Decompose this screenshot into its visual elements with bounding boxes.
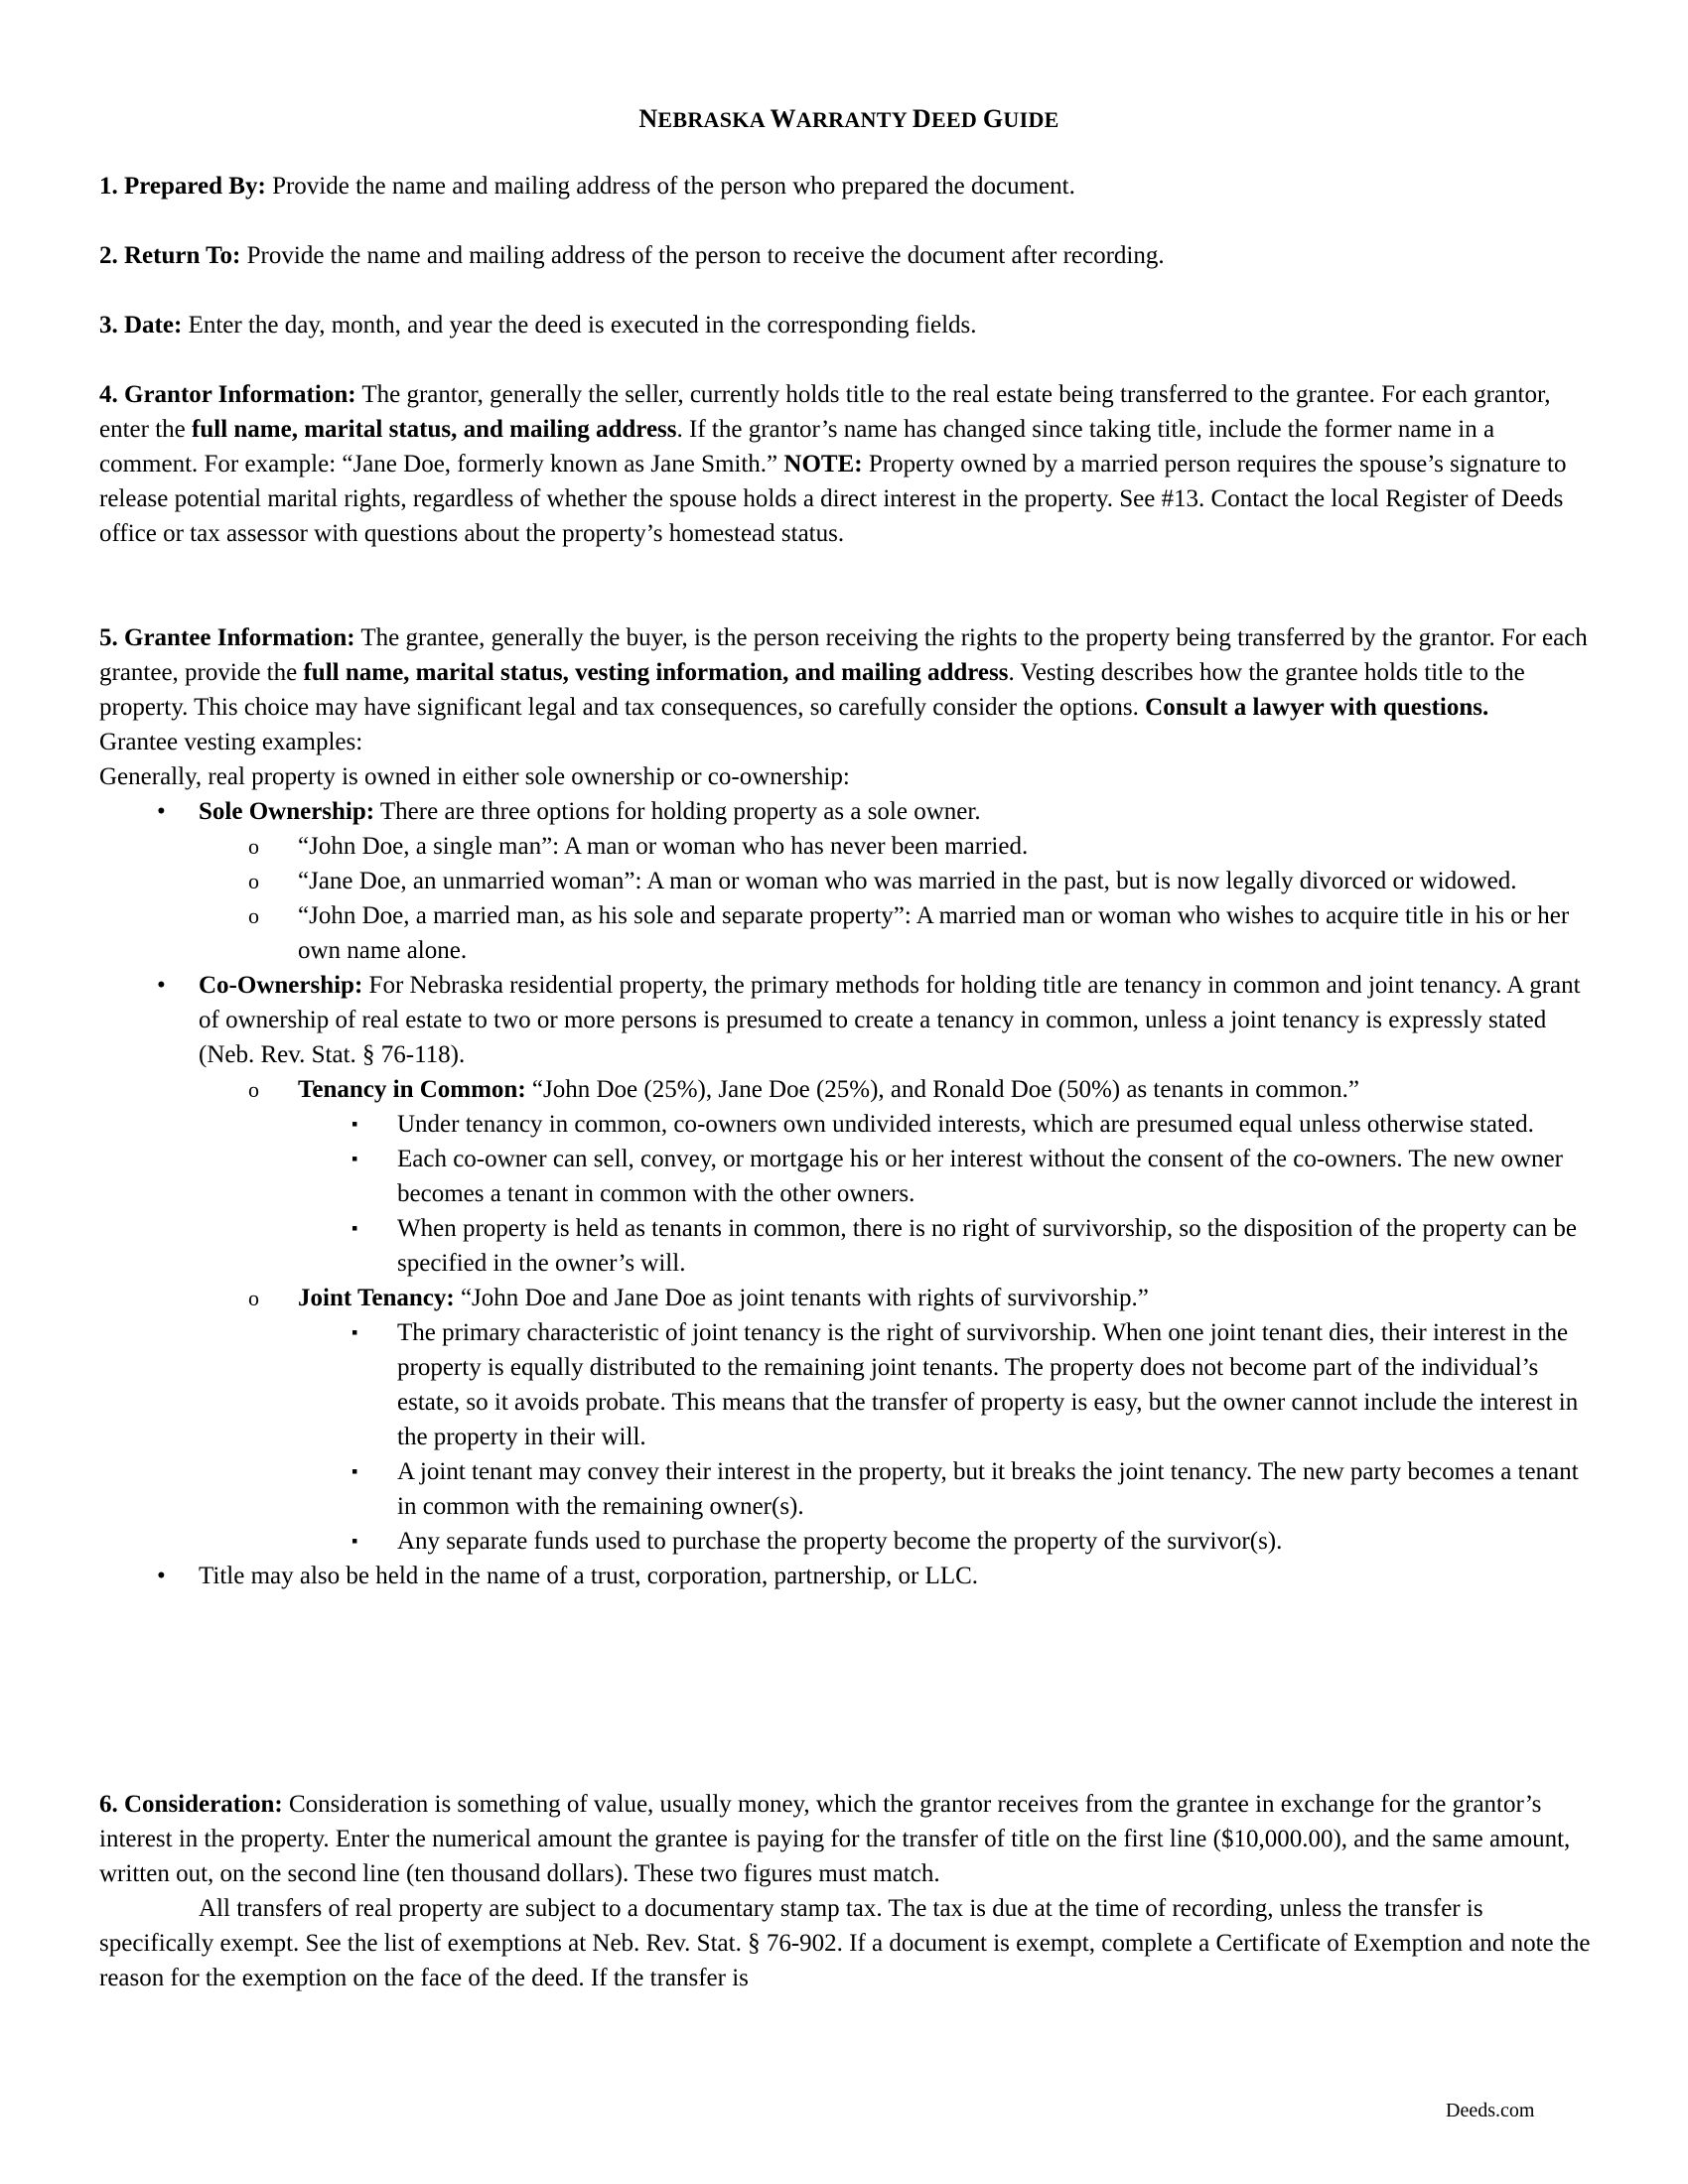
vesting-examples-label: Grantee vesting examples: (99, 729, 363, 755)
section-grantee-information (99, 620, 1599, 1593)
circle-marker: o (248, 1077, 259, 1102)
bullet-marker: • (157, 798, 166, 825)
square-marker: ▪ (352, 1322, 358, 1342)
list-item-trust-title: • Title may also be held in the name of a trust, corporation, partnership, or LLC. (99, 1559, 1599, 1593)
list-item-tenancy-in-common: o Tenancy in Common: “John Doe (25%), Jane Doe (25%), and Ronald Doe (50%) as tenants in common.” (99, 1072, 1599, 1107)
list-item-sole-ownership: • Sole Ownership: There are three options for holding property as a sole owner. (99, 794, 1599, 829)
circle-marker: o (248, 869, 259, 893)
section-grantor-information: 4. Grantor Information: The grantor, generally the seller, currently holds title to the real estate being transferred to the grantee. For each grantor, enter the full name, marital status, and mailing address. If the grantor’s name has changed since taking title, include the former name in a comment. For example: “Jane Doe, formerly known as Jane Smith.” NOTE: Property owned by a married person requires the spouse’s signature to release potential marital rights, regardless of whether the spouse holds a direct interest in the property. See #13. Contact the local Register of Deeds office or tax assessor with questions about the property’s homestead status. (99, 381, 1567, 547)
circle-marker: o (248, 903, 259, 928)
section-consideration (99, 1787, 1599, 1995)
square-marker: ▪ (352, 1149, 358, 1168)
list-item-sole-option: o “Jane Doe, an unmarried woman”: A man or woman who was married in the past, but is now legally divorced or widowed. (99, 864, 1599, 898)
bullet-marker: • (157, 972, 166, 999)
list-item-sole-option: o “John Doe, a single man”: A man or woman who has never been married. (99, 829, 1599, 864)
bullet-marker: • (157, 1563, 166, 1589)
square-marker: ▪ (352, 1114, 358, 1134)
consideration-paragraph: 6. Consideration: Consideration is something of value, usually money, which the grantor receives from the grantee in exchange for the grantor’s interest in the property. Enter the numerical amount the grantee is paying for the transfer of title on the first line ($10,000.00), and the same amount, written out, on the second line (ten thousand dollars). These two figures must match. (99, 1791, 1571, 1887)
list-item-jt-detail: ▪ The primary characteristic of joint tenancy is the right of survivorship. When one joint tenant dies, their interest in the property is equally distributed to the remaining joint tenants. The property does not become part of the individual’s estate, so it avoids probate. This means that the transfer of property is easy, but the owner cannot include the interest in the property in their will. (99, 1315, 1599, 1454)
grantee-intro: 5. Grantee Information: The grantee, generally the buyer, is the person receiving the rights to the property being transferred by the grantor. For each grantee, provide the full name, marital status, vesting information, and mailing address. Vesting describes how the grantee holds title to the property. This choice may have significant legal and tax consequences, so carefully consider the options. Consult a lawyer with questions. (99, 624, 1588, 721)
page-title: NEBRASKA WARRANTY DEED GUIDE (638, 104, 1059, 133)
circle-marker: o (248, 1286, 259, 1310)
list-item-tic-detail: ▪ Under tenancy in common, co-owners own undivided interests, which are presumed equal unless otherwise stated. (99, 1107, 1599, 1142)
circle-marker: o (248, 834, 259, 859)
square-marker: ▪ (352, 1218, 358, 1238)
footer-brand: Deeds.com (1446, 2100, 1535, 2121)
list-item-jt-detail: ▪ A joint tenant may convey their interest in the property, but it breaks the joint tenancy. The new party becomes a tenant in common with the remaining owner(s). (99, 1454, 1599, 1524)
list-item-joint-tenancy: o Joint Tenancy: “John Doe and Jane Doe as joint tenants with rights of survivorship.” (99, 1281, 1599, 1315)
section-prepared-by: 1. Prepared By: Provide the name and mailing address of the person who prepared the document. (99, 173, 1075, 200)
section-date: 3. Date: Enter the day, month, and year the deed is executed in the corresponding fields. (99, 312, 977, 339)
square-marker: ▪ (352, 1531, 358, 1551)
list-item-sole-option: o “John Doe, a married man, as his sole and separate property”: A married man or woman who wishes to acquire title in his or her own name alone. (99, 898, 1599, 968)
list-item-tic-detail: ▪ When property is held as tenants in common, there is no right of survivorship, so the disposition of the property can be specified in the owner’s will. (99, 1211, 1599, 1281)
list-item-jt-detail: ▪ Any separate funds used to purchase the property become the property of the survivor(s). (99, 1524, 1599, 1559)
stamp-tax-paragraph: All transfers of real property are subject to a documentary stamp tax. The tax is due at the time of recording, unless the transfer is specifically exempt. See the list of exemptions at Neb. Rev. Stat. § 76-902. If a document is exempt, complete a Certificate of Exemption and note the reason for the exemption on the face of the deed. If the transfer is (99, 1895, 1591, 1991)
list-item-tic-detail: ▪ Each co-owner can sell, convey, or mortgage his or her interest without the consent of the co-owners. The new owner becomes a tenant in common with the other owners. (99, 1142, 1599, 1211)
ownership-types-intro: Generally, real property is owned in either sole ownership or co-ownership: (99, 763, 850, 790)
list-item-co-ownership: • Co-Ownership: For Nebraska residential property, the primary methods for holding title are tenancy in common and joint tenancy. A grant of ownership of real estate to two or more persons is presumed to create a tenancy in common, unless a joint tenancy is expressly stated (Neb. Rev. Stat. § 76-118). (99, 968, 1599, 1072)
square-marker: ▪ (352, 1461, 358, 1481)
section-return-to: 2. Return To: Provide the name and mailing address of the person to receive the document after recording. (99, 242, 1165, 269)
